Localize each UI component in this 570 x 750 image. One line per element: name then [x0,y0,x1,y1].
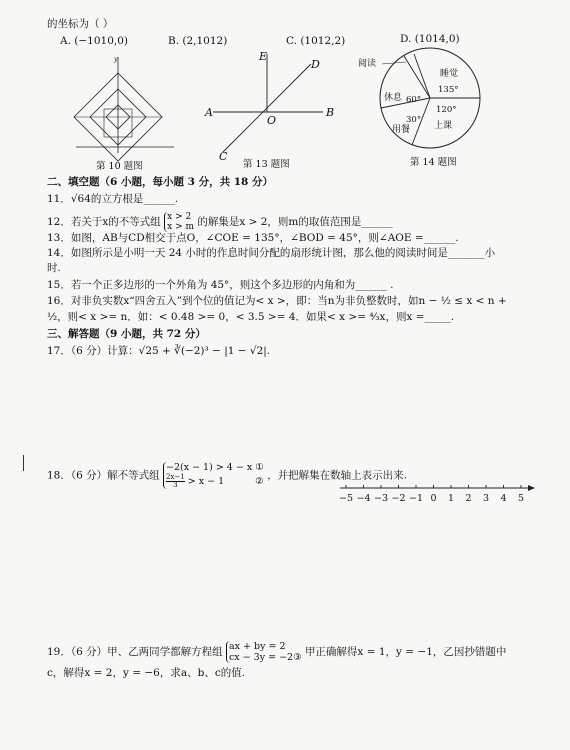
question-16-cont: ½，则< x >= n．如：< 0.48 >= 0，< 3.5 >= 4．如果< x >= ⁴⁄₃x，则x =_____. [47,311,455,323]
number-line-label: 2 [465,493,472,504]
fig13-label-e: E [259,50,268,63]
fig13-label-a: A [205,106,213,119]
fig13-label-d: D [311,58,320,71]
question-18: 18．（6 分）解不等式组 −2(x − 1) > 4 − x ① $\frac{2x-1}{3}$ > x − 1 ② ，并把解集在数轴上表示出来. [47,462,407,489]
number-line-label: 1 [447,493,455,504]
pie-label-rest: 休息 [384,93,403,103]
option-b: B. (2,1012) [168,35,228,47]
fig13-caption: 第 13 题图 [243,159,290,170]
number-line [338,480,538,510]
question-14-cont: 时. [47,262,61,274]
pie-angle-135: 135° [438,85,459,95]
fig13-label-o: O [267,114,277,127]
question-15: 15．若一个正多边形的一个外角为 45°，则这个多边形的内角和为______ . [47,279,394,291]
number-line-label: −4 [356,493,371,504]
option-c: C. (1012,2) [286,35,346,47]
pie-label-read: 阅读 [358,59,377,69]
pie-label-meal: 用餐 [392,125,411,135]
question-13: 13．如图，AB与CD相交于点O，∠COE = 135°，∠BOD = 45°，则∠AOE =______. [47,232,459,244]
question-19-cont: c，解得x = 2，y = −6，求a、b、c的值. [47,667,246,679]
number-line-label: −2 [391,493,406,504]
pie-angle-60: 60° [406,95,422,105]
figure-14-pie-chart [354,52,494,162]
number-line-label: 3 [482,493,490,504]
fig10-caption: 第 10 题图 [96,161,143,172]
option-d: D. (1014,0) [400,33,460,45]
section-3-heading: 三、解答题（9 小题，共 72 分） [47,328,206,340]
number-line-label: −1 [408,493,424,504]
question-14: 14．如图所示是小明一天 24 小时的作息时间分配的扇形统计图，那么他的阅读时间是_______小 [47,247,496,259]
number-line-label: −3 [373,493,389,504]
fig14-caption: 第 14 题图 [410,157,457,168]
figure-13-diagram [205,50,345,163]
number-line-label: 4 [500,493,507,504]
number-line-label: 5 [517,493,525,504]
question-stem-continued: 的坐标为（ ） [47,18,114,30]
question-11: 11．√64的立方根是______. [47,193,179,205]
number-line-label: −5 [338,493,354,504]
fig13-label-c: C [219,150,228,163]
fig10-axis-y: y [114,56,118,63]
question-17: 17．（6 分）计算：√25 + ∛(−2)³ − |1 − √2|. [47,345,271,357]
option-a: A. (−1010,0) [60,35,128,47]
figure-10-diagram [70,55,180,170]
number-line-label: 0 [430,493,437,504]
fig13-label-b: B [326,106,335,119]
section-2-heading: 二、填空题（6 小题，每小题 3 分，共 18 分） [47,176,274,188]
pie-label-sleep: 睡觉 [440,69,459,79]
pie-angle-30: 30° [406,115,422,125]
question-19: 19．（6 分）甲、乙两同学都解方程组 ax + by = 2 cx − 3y = −2③ 甲正确解得x = 1，y = −1，乙因抄错题中 [47,641,507,663]
question-12: 12．若关于x的不等式组 x > 2 x > m 的解集是x > 2，则m的取值范围是______ [47,212,393,232]
pie-label-class: 上课 [434,121,453,131]
question-16: 16．对非负实数x“四舍五入”到个位的值记为< x >，即：当n为非负整数时，如n − ½ ≤ x < n + [47,295,507,307]
margin-mark [23,455,24,471]
pie-angle-120: 120° [436,105,457,115]
